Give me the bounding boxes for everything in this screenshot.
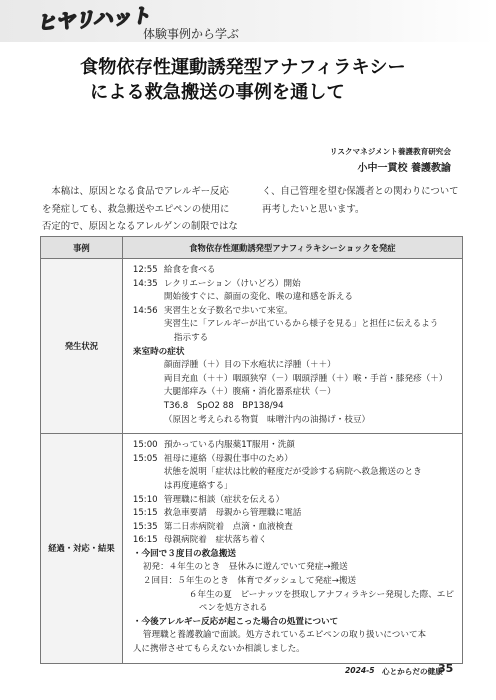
row-label-situation: 発生状況 <box>41 259 123 434</box>
section-heading: ・今後アレルギー反応が起こった場合の処置について <box>132 616 339 627</box>
event-detail: は再度連絡する」 <box>163 480 233 491</box>
article-title <box>80 55 460 105</box>
timeline-entry <box>133 507 454 521</box>
title-line-2: による救急搬送の事例を通して <box>90 82 345 103</box>
footer-issue: 2024-5 <box>345 666 375 675</box>
author-name: 小中一貫校 養護教諭 <box>357 163 451 174</box>
timeline-entry <box>133 521 454 535</box>
symptoms-heading: 来室時の症状 <box>132 346 185 357</box>
episode-line: ２回目：５年生のとき 体育でダッシュして発症→搬送 <box>142 576 357 587</box>
symptom-line: 顔面浮腫（＋）目の下水疱状に浮腫（＋＋） <box>163 360 336 371</box>
episode-line: 初発：４年生のとき 昼休みに遊んでいて発症→搬送 <box>142 562 348 573</box>
intro-line: く、自己管理を望む保護者との関わりについて <box>262 186 459 197</box>
timeline-entry <box>133 439 454 453</box>
event-detail <box>133 332 454 346</box>
timeline-entry <box>133 494 454 508</box>
intro-line: 再考したいと思います。 <box>262 203 365 215</box>
time: 15:15 <box>132 508 158 519</box>
footer-magazine: 心とからだの健康 <box>382 667 443 676</box>
intro-column-left <box>42 183 246 236</box>
time: 15:35 <box>132 521 158 532</box>
event-detail: 状態を説明「症状は比較的軽度だが受診する病院へ救急搬送のとき <box>163 467 422 478</box>
time: 15:10 <box>132 494 158 505</box>
header-title: 食物依存性運動誘発型アナフィラキシーショックを発症 <box>122 237 462 259</box>
event: 実習生と女子数名で歩いて来室。 <box>163 305 293 316</box>
time: 15:05 <box>132 453 158 464</box>
cause-line: （原因と考えられる物質 味噌汁内の油揚げ・枝豆） <box>163 414 371 425</box>
title-line-1: 食物依存性運動誘発型アナフィラキシー <box>80 57 406 78</box>
table-row <box>41 259 463 434</box>
progress-content <box>122 434 462 664</box>
event: レクリエーション（けいどろ）開始 <box>163 278 301 289</box>
event: 給食を食べる <box>163 265 216 275</box>
plan-line: 管理職と養護教諭で面談。処方されているエピペンの取り扱いについて本 <box>142 630 427 641</box>
row-label-progress: 経過・対応・結果 <box>41 434 123 664</box>
episode-line: ６年生の夏 ピーナッツを摂取しアナフィラキシー発現した際、エピ <box>188 589 454 600</box>
time: 14:35 <box>132 278 158 289</box>
event: 母親病院着 症状落ち着く <box>163 535 268 546</box>
event: 管理職に相談（症状を伝える） <box>163 494 285 505</box>
timeline-entry <box>133 264 454 278</box>
table-row <box>41 434 463 664</box>
event-detail-text: 指示する <box>173 332 209 343</box>
time: 15:00 <box>132 440 158 451</box>
intro-line: 本稿は、原因となる食品でアレルギー反応 <box>42 186 229 197</box>
time: 12:55 <box>132 265 158 275</box>
event: 救急車要請 母親から管理職に電話 <box>163 508 302 519</box>
event: 祖母に連絡（母親仕事中のため） <box>163 453 293 464</box>
timeline-entry <box>133 278 454 292</box>
series-subtitle: 体験事例から学ぶ <box>143 27 240 41</box>
event-detail: 開始後すぐに、顔面の変化、喉の違和感を訴える <box>163 292 353 303</box>
event: 第二日赤病院着 点滴・血液検査 <box>163 521 293 532</box>
series-logo: ヒヤリハット <box>35 3 151 35</box>
table-header-row <box>41 237 463 259</box>
case-table <box>40 236 463 664</box>
timeline-entry <box>133 534 454 548</box>
time: 14:56 <box>132 305 158 316</box>
event: 預かっている内服薬1T服用・洗顔 <box>163 440 295 451</box>
symptom-line: 大腿部痒み（＋）腹痛・消化器系症状（－） <box>163 387 336 398</box>
symptom-line: 両目充血（＋＋）咽頭狭窄（－）咽頭浮腫（＋）喉・手首・膝発疹（＋） <box>163 373 448 384</box>
episode-line <box>133 602 454 616</box>
timeline-entry <box>133 453 454 467</box>
intro-column-right <box>262 183 462 218</box>
page-number: 35 <box>438 662 454 675</box>
intro-line: を発症しても、救急搬送やエピペンの使用に <box>42 203 230 215</box>
plan-line: 人に携帯させてもらえないか相談しました。 <box>132 644 305 655</box>
episode-text: ペンを処方される <box>198 603 268 614</box>
timeline-entry <box>133 305 454 319</box>
vitals-line: T36.8 SpO2 88 BP138/94 <box>163 400 284 411</box>
intro-line: 否定的で、原因となるアレルゲンの制限ではな <box>42 221 238 232</box>
situation-content <box>122 259 462 434</box>
time: 16:15 <box>132 535 158 546</box>
event-detail: 実習生に「アレルギーが出ているから様子を見る」と担任に伝えるよう <box>163 319 439 330</box>
section-heading: ・今回で３度目の救急搬送 <box>132 548 237 559</box>
author-affiliation: リスクマネジメント養護教育研究会 <box>329 147 451 156</box>
header-case: 事例 <box>41 237 123 259</box>
